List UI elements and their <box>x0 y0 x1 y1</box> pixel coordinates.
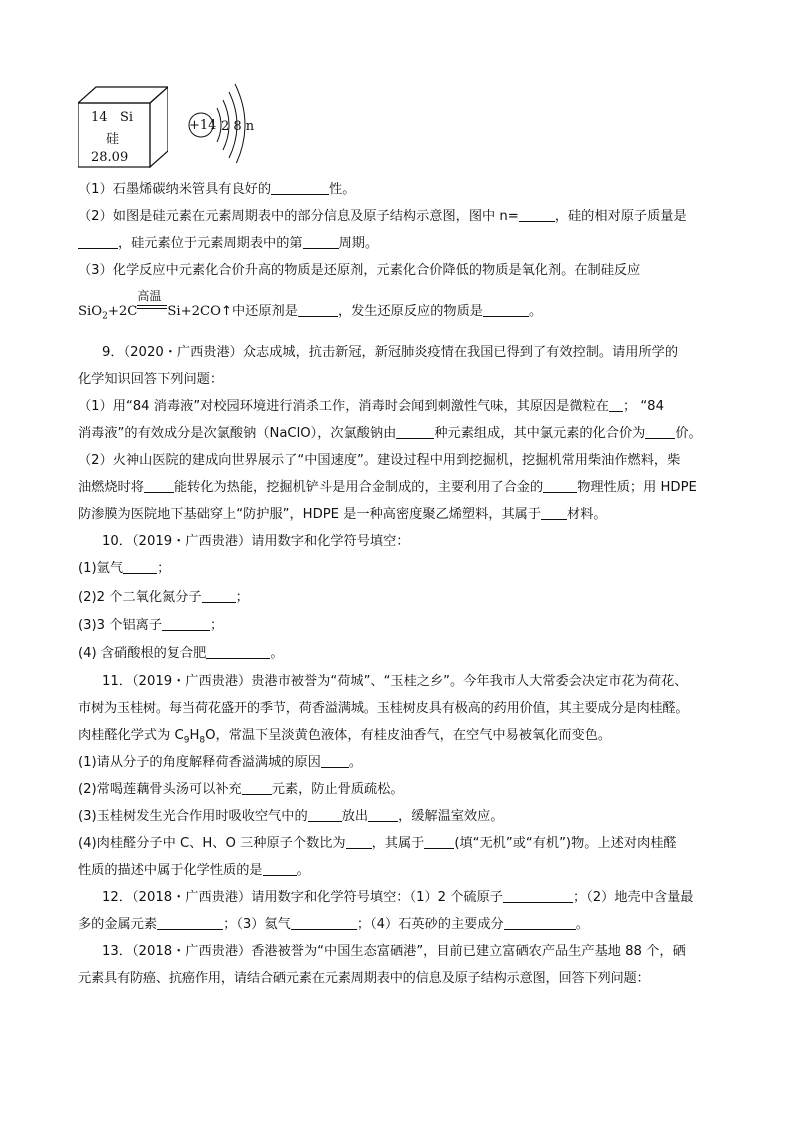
blank[interactable] <box>271 181 329 195</box>
q12-text: ；（2）地壳中含量最 <box>573 890 694 905</box>
q11-text: 放出 <box>341 809 369 824</box>
q9-text: 化学知识回答下列问题： <box>78 372 224 387</box>
q8-text: ，硅元素位于元素周期表中的第 <box>118 236 303 251</box>
q11-text: ，缓解温室效应。 <box>398 809 504 824</box>
q11-text: (1)请从分子的角度解释荷香溢满城的原因 <box>78 755 321 770</box>
q11-line-7 <box>78 834 733 854</box>
eq-plus-c: +2C <box>107 304 138 319</box>
chemical-equation-line <box>78 289 543 322</box>
blank[interactable] <box>645 425 675 439</box>
q11-line-3 <box>78 726 733 751</box>
q9-text: 能转化为热能，挖掘机铲斗是用合金制成的，主要利用了合金的 <box>173 480 544 495</box>
q10-text: 。 <box>270 646 284 661</box>
q11-line-5 <box>78 780 733 800</box>
blank[interactable] <box>396 425 434 439</box>
q9-line-4 <box>78 424 733 444</box>
q9-text: （2）火神山医院的建成向世界展示了“中国速度”。建设过程中用到挖掘机，挖掘机常用柴油作燃料，柴 <box>78 453 681 468</box>
blank[interactable] <box>519 208 555 222</box>
blank[interactable] <box>308 808 342 822</box>
blank[interactable] <box>503 889 573 903</box>
blank[interactable] <box>291 916 357 930</box>
q11-text: O，常温下呈淡黄色液体，有桂皮油香气，在空气中易被氧化而变色。 <box>205 728 612 743</box>
q11-text: (3)玉桂树发生光合作用时吸收空气中的 <box>78 809 308 824</box>
eq-condition: 高温 <box>137 289 162 303</box>
q9-text: 9．（2020・广西贵港）众志成城，抗击新冠，新冠肺炎疫情在我国已得到了有效控制。请用所学的 <box>102 345 679 360</box>
q9-line-7 <box>78 505 733 525</box>
q12-text: 多的金属元素 <box>78 917 158 932</box>
q9-line-5 <box>78 451 733 471</box>
eq-sio2: SiO <box>78 304 103 319</box>
q12-text: ；（4）石英砂的主要成分 <box>356 917 504 932</box>
q10-line-3 <box>78 588 733 608</box>
eq-subscript: 2 <box>102 311 108 322</box>
q10-text: (3)3 个铝离子 <box>78 618 163 633</box>
silicon-atom-structure-diagram <box>183 78 265 163</box>
q10-line-5 <box>78 644 733 664</box>
q9-line-3 <box>78 397 733 417</box>
q8-text: （2）如图是硅元素在元素周期表中的部分信息及原子结构示意图，图中 n= <box>78 209 519 224</box>
q10-text: ； <box>157 561 171 576</box>
blank[interactable] <box>541 506 567 520</box>
blank[interactable] <box>303 235 339 249</box>
q11-text: (2)常喝莲藕骨头汤可以补充 <box>78 782 242 797</box>
blank[interactable] <box>504 916 576 930</box>
q10-line-2 <box>78 559 733 579</box>
q9-line-2 <box>78 370 733 390</box>
q10-line-4 <box>78 616 733 636</box>
nucleus-charge: +14 <box>189 118 217 133</box>
eq-condition-sign <box>137 289 167 316</box>
q13-line-1 <box>102 942 733 962</box>
q9-text: 消毒液”的有效成分是次氯酸钠（NaClO），次氯酸钠由 <box>78 426 397 441</box>
q9-line-6 <box>78 478 733 498</box>
q8-line-4 <box>78 261 733 281</box>
q8-text: 。 <box>529 304 543 319</box>
q9-line-1 <box>102 343 733 363</box>
q9-text: 价。 <box>675 426 702 441</box>
blank[interactable] <box>206 645 270 659</box>
blank[interactable] <box>202 589 236 603</box>
q8-line-1 <box>78 180 733 200</box>
q8-text: 周期。 <box>338 236 379 251</box>
q13-text: 元素具有防癌、抗癌作用，请结合硒元素在元素周期表中的信息及原子结构示意图，回答下列问题： <box>78 971 650 986</box>
q12-text: ；（3）氦气 <box>223 917 291 932</box>
element-symbol: Si <box>120 110 134 125</box>
blank[interactable] <box>321 754 349 768</box>
q13-text: 13．（2018・广西贵港）香港被誉为“中国生态富硒港”，目前已建立富硒农产品生产基地 88 个，硒 <box>102 944 686 959</box>
blank[interactable] <box>123 560 157 574</box>
q8-text: 性。 <box>329 182 356 197</box>
q11-text: 市树为玉桂树。每当荷花盛开的季节，荷香溢满城。玉桂树皮具有极高的药用价值，其主要成分是肉桂醛。 <box>78 701 689 716</box>
q10-text: ； <box>235 590 249 605</box>
q8-text: ，硅的相对原子质量是 <box>554 209 687 224</box>
blank[interactable] <box>543 479 577 493</box>
blank[interactable] <box>368 808 398 822</box>
blank[interactable] <box>157 916 223 930</box>
q10-text: (1)氩气 <box>78 561 124 576</box>
q11-text: 11．（2019・广西贵港）贵港市被誉为“荷城”、“玉桂之乡”。今年我市人大常委会决定市花为荷花、 <box>102 674 688 689</box>
q8-text: （1）石墨烯碳纳米管具有良好的 <box>78 182 272 197</box>
q11-line-6 <box>78 807 733 827</box>
q10-text: (4) 含硝酸根的复合肥 <box>78 646 207 661</box>
subscript: 8 <box>199 735 206 746</box>
electron-shells: 2 8 n <box>221 119 255 134</box>
q11-text: 。 <box>296 863 310 878</box>
q11-text: 。 <box>348 755 363 770</box>
q11-text: ，其属于 <box>371 836 425 851</box>
q12-text: 12．（2018・广西贵港）请用数字和化学符号填空：（1）2 个硫原子 <box>102 890 503 905</box>
atomic-mass: 28.09 <box>91 150 129 165</box>
q12-line-1 <box>102 888 733 908</box>
q9-text: 油燃烧时将 <box>78 480 144 495</box>
q9-text: 防渗膜为医院地下基础穿上“防护服”，HDPE 是一种高密度聚乙烯塑料，其属于 <box>78 507 542 522</box>
q9-text: （1）用“84 消毒液”对校园环境进行消杀工作，消毒时会闻到刺激性气味，其原因是微粒在 <box>78 399 609 414</box>
q8-text: ，发生还原反应的物质是 <box>337 304 483 319</box>
q9-text: 物理性质；用 HDPE <box>577 480 697 495</box>
blank[interactable] <box>162 617 210 631</box>
silicon-element-tile <box>78 85 168 170</box>
subscript: 9 <box>183 735 190 746</box>
q10-text: (2)2 个二氧化氮分子 <box>78 590 202 605</box>
q11-text: (填“无机”或“有机”)物。上述对肉桂醛 <box>454 836 677 851</box>
q11-line-2 <box>78 699 733 719</box>
q13-line-2 <box>78 969 733 989</box>
q12-line-2 <box>78 915 733 935</box>
blank[interactable] <box>242 781 272 795</box>
q12-text: 。 <box>575 917 589 932</box>
blank[interactable] <box>346 835 372 849</box>
q8-line-3 <box>78 234 733 254</box>
q9-text: ； “84 <box>622 399 664 414</box>
q10-text: 10．（2019・广西贵港）请用数字和化学符号填空： <box>102 534 410 549</box>
eq-products: Si+2CO <box>167 304 221 319</box>
element-name: 硅 <box>106 132 120 147</box>
q11-text: 元素，防止骨质疏松。 <box>271 782 404 797</box>
q11-text: (4)肉桂醛分子中 C、H、O 三种原子个数比为 <box>78 836 346 851</box>
q11-text: H <box>189 728 200 743</box>
q8-text: （3）化学反应中元素化合价升高的物质是还原剂，元素化合价降低的物质是氧化剂。在制硅反应 <box>78 263 641 278</box>
blank[interactable] <box>298 303 338 317</box>
gas-arrow-icon: ↑ <box>220 304 232 319</box>
q11-text: 肉桂醛化学式为 C <box>78 728 184 743</box>
q8-line-2 <box>78 207 733 227</box>
q10-text: ； <box>210 618 224 633</box>
atomic-number: 14 <box>91 110 108 125</box>
blank[interactable] <box>144 479 174 493</box>
q9-text: 种元素组成，其中氯元素的化合价为 <box>434 426 646 441</box>
blank[interactable] <box>483 303 529 317</box>
q11-line-4 <box>78 753 733 773</box>
q11-line-8 <box>78 861 733 881</box>
blank[interactable] <box>78 235 118 249</box>
blank[interactable] <box>263 862 297 876</box>
blank[interactable] <box>424 835 454 849</box>
q8-text: 中还原剂是 <box>232 304 298 319</box>
q10-line-1 <box>102 532 733 552</box>
q11-text: 性质的描述中属于化学性质的是 <box>78 863 263 878</box>
q9-text: 材料。 <box>567 507 607 522</box>
q11-line-1 <box>102 672 733 692</box>
blank[interactable] <box>609 398 623 412</box>
